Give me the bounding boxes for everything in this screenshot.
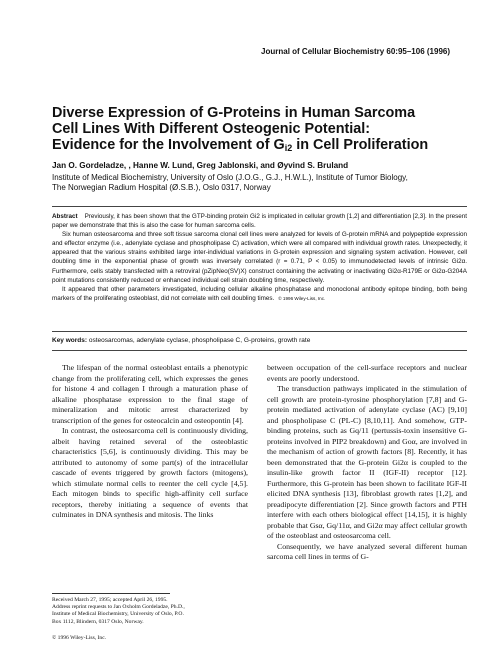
keywords <box>52 337 310 344</box>
paper-title <box>52 105 457 153</box>
body-paragraph: In contrast, the osteosarcoma cell is continuously dividing, albeit having retained several of the osteoblastic characteristics [5,6], is continuously dividing. This may be attributed to autonomy of some part(s) of the intracellular cascade of events triggered by growth factors (mitogens), which stimulate normal cells to reenter the cell cycle [4,5]. Each mitogen binds to specific high-affinity cell surface receptors, thereby initiating a sequence of events that culminates in DNA synthesis and mitosis. The links <box>52 426 248 519</box>
keywords-bottom-rule <box>52 350 467 351</box>
abstract-paragraph: It appeared that other parameters investigated, including cellular alkaline phosphatase and monoclonal antibody epitope binding, both being markers of the proliferating osteoblast, did not correlate with cell doubling times. <box>52 285 467 302</box>
affiliation-line: Institute of Medical Biochemistry, University of Oslo (J.O.G., G.J., H.W.L.), Institute of Tumor Biology, <box>52 173 408 182</box>
footnote-line: Received March 27, 1995; accepted April 26, 1995. <box>52 597 168 603</box>
abstract-paragraph: Six human osteosarcoma and three soft tissue sarcoma clonal cell lines were analyzed for levels of G-protein mRNA and polypeptide expression and effector enzyme (i.e., adenylate cyclase and phospholipase C) activation, which were all compared with individual growth rates. Unexpectedly, it appeared that the various strains exhibited large inter-individual variations in G-protein expression and signaling system activation. However, cell doubling time in the exponential phase of growth was inversely correlated (r = 0.71, P < 0.05) to immunodetected levels of intrinsic Gi2α. Furthermore, cells stably transfected with a retroviral (pZipNeo(SV)X) construct containing the activating or inactivating Gi2α-R179E or Gi2α-G204A point mutations consistently reduced or enhanced individual cell strain doubling time, respectively. <box>52 231 467 284</box>
abstract-label: Abstract <box>52 213 78 220</box>
title-line: Diverse Expression of G-Proteins in Human Sarcoma <box>52 105 416 121</box>
title-line-tail: in Cell Proliferation <box>292 137 429 153</box>
title-line-text: Evidence for the Involvement of G <box>52 137 285 153</box>
keywords-text: osteosarcomas, adenylate cyclase, phospholipase C, G-proteins, growth rate <box>88 337 311 344</box>
keywords-label: Key words: <box>52 337 88 344</box>
abstract-copyright: © 1996 Wiley-Liss, Inc. <box>278 295 326 301</box>
abstract <box>52 212 467 303</box>
body-column-right <box>267 363 467 563</box>
body-column-left <box>52 363 248 521</box>
footnote-rule <box>52 593 170 594</box>
body-paragraph: The transduction pathways implicated in the stimulation of cell growth are protein-tyrosine phosphorylation [7,8] and G-protein mediated activation of adenylate cyclase (AC) [9,10] and phospholipase C (PL-C) [8,10,11]. And somehow, GTP-binding proteins, such as Gq/11 (pertussis-toxin insensitive G-proteins involved in PIP2 breakdown) and Goα, are involved in the mechanism of action of growth factors [8]. Recently, it has been demonstrated that the G-protein Gi2α is coupled to the insulin-like growth factor II (IGF-II) receptor [12]. Furthermore, this G-protein has been shown to facilitate IGF-II elicited DNA synthesis [13], fibroblast growth rates [1,2], and preadipocyte differentiation [2]. Since growth factors and PTH interfere with each others biological effect [14,15], it is highly probable that Gsα, Gq/11α, and Gi2α may affect cellular growth of the osteoblast and osteosarcoma cell. <box>267 384 467 540</box>
journal-header: Journal of Cellular Biochemistry 60:95–106 (1996) <box>261 47 450 56</box>
title-subscript: i2 <box>284 143 293 153</box>
footnote <box>52 597 252 626</box>
title-line <box>52 137 457 153</box>
affiliation-line: The Norwegian Radium Hospital (Ø.S.B.), Oslo 0317, Norway <box>52 183 271 192</box>
abstract-paragraph: Previously, it has been shown that the GTP-binding protein Gi2 is implicated in cellular growth [1,2] and differentiation [2,3]. In the present paper we demonstrate that this is also the case for human sarcoma cells. <box>52 213 467 230</box>
footnote-line: Address reprint requests to Jan Oxholm Gordeladze, Ph.D., <box>52 604 185 611</box>
affiliation <box>52 173 462 193</box>
publisher-copyright: © 1996 Wiley-Liss, Inc. <box>52 635 107 641</box>
footnote-line: Institute of Medical Biochemistry, University of Oslo, P.O. <box>52 611 184 618</box>
footnote-line: Box 1112, Blindern, 0317 Oslo, Norway. <box>52 618 144 625</box>
title-line: Cell Lines With Different Osteogenic Potential: <box>52 121 371 137</box>
body-paragraph: between occupation of the cell-surface receptors and nuclear events are poorly understood. <box>267 363 467 383</box>
author-list: Jan O. Gordeladze, , Hanne W. Lund, Greg Jablonski, and Øyvind S. Bruland <box>52 161 349 170</box>
abstract-top-rule <box>52 206 467 207</box>
keywords-top-rule <box>52 331 467 332</box>
body-paragraph: Consequently, we have analyzed several different human sarcoma cell lines in terms of G- <box>267 541 467 561</box>
body-paragraph: The lifespan of the normal osteoblast entails a phenotypic change from the proliferating cell, which expresses the genes for histone 4 and collagen I through a maturation phase of alkaline phosphatase expression to the final stage of mineralization and mitotic arrest characterized by transcription of the genes for osteocalcin and osteopontin [4]. <box>52 363 248 425</box>
